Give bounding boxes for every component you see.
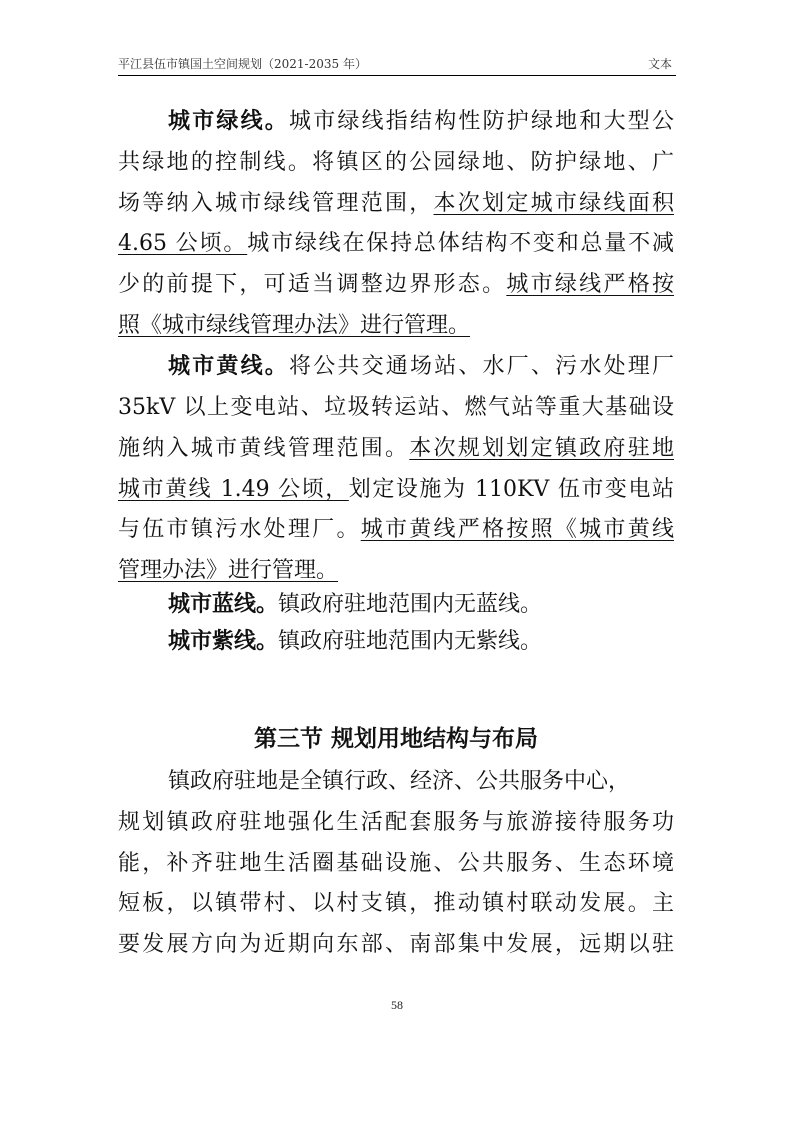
green-line-row-5 [118,267,674,303]
page-number: 58 [391,998,403,1012]
section-row-3 [118,846,674,882]
yellow-line-area-value: 城市黄线 1.49 公顷， [118,477,349,502]
section-text-3: 能，补齐驻地生活圈基础设施、公共服务、生态环境 [118,851,674,876]
yellow-line-text-4b: 划定设施为 110KV 伍市变电站 [348,477,674,502]
yellow-line-management-2: 管理办法》进行管理。 [118,558,339,583]
section-row-4 [118,886,674,922]
header-title: 平江县伍市镇国土空间规划（2021-2035 年） [118,57,367,71]
green-line-row-3 [118,186,674,222]
green-line-area-value: 4.65 公顷。 [118,231,248,256]
yellow-line-management-1: 城市黄线严格按照《城市黄线 [360,517,674,542]
green-line-management-2: 照《城市绿线管理办法》进行管理。 [118,313,471,338]
yellow-line-term: 城市黄线。 [168,354,289,379]
header-doc-type: 文本 [647,57,672,71]
yellow-line-text-2: 35kV 以上变电站、垃圾转运站、燃气站等重大基础设 [118,395,674,420]
section-text-4: 短板，以镇带村、以村支镇，推动镇村联动发展。主 [118,891,674,916]
blue-line-text: 镇政府驻地范围内无蓝线。 [278,592,543,617]
yellow-line-row-1 [118,349,674,385]
green-line-row-2 [118,145,674,181]
section-row-1 [118,764,674,800]
running-header [118,52,676,76]
yellow-line-row-3 [118,431,674,467]
yellow-line-text-1: 将公共交通场站、水厂、污水处理厂 [289,354,674,379]
section-text-5: 要发展方向为近期向东部、南部集中发展，远期以驻 [118,932,674,957]
blue-line-row [118,587,674,623]
header-rule [118,75,676,76]
purple-line-text: 镇政府驻地范围内无紫线。 [278,629,543,654]
green-line-row-1 [118,104,674,140]
section-text-1: 镇政府驻地是全镇行政、经济、公共服务中心， [168,769,631,794]
green-line-text-3a: 场等纳入城市绿线管理范围， [118,191,434,216]
green-line-area-statement: 本次划定城市绿线面积 [433,191,674,216]
yellow-line-row-2 [118,390,674,426]
yellow-line-row-6 [118,553,674,589]
green-line-term: 城市绿线。 [168,109,289,134]
yellow-line-row-5 [118,512,674,548]
green-line-text-4b: 城市绿线在保持总体结构不变和总量不减 [247,231,674,256]
section-row-5 [118,927,674,963]
section-text-2: 规划镇政府驻地强化生活配套服务与旅游接待服务功 [118,810,674,835]
yellow-line-text-3a: 施纳入城市黄线管理范围。 [118,436,410,461]
green-line-text-2: 共绿地的控制线。将镇区的公园绿地、防护绿地、广 [118,150,674,175]
yellow-line-area-statement: 本次规划划定镇政府驻地 [409,436,674,461]
yellow-line-text-5a: 与伍市镇污水处理厂。 [118,517,361,542]
green-line-text-5a: 少的前提下，可适当调整边界形态。 [118,272,507,297]
green-line-row-4 [118,226,674,262]
section-title: 第三节 规划用地结构与布局 [253,726,538,752]
green-line-row-6 [118,308,674,344]
section-row-2 [118,805,674,841]
purple-line-row [118,624,674,660]
yellow-line-row-4 [118,472,674,508]
green-line-text-1: 城市绿线指结构性防护绿地和大型公 [289,109,674,134]
green-line-management-1: 城市绿线严格按 [506,272,674,297]
purple-line-term: 城市紫线。 [168,629,279,654]
blue-line-term: 城市蓝线。 [168,592,279,617]
